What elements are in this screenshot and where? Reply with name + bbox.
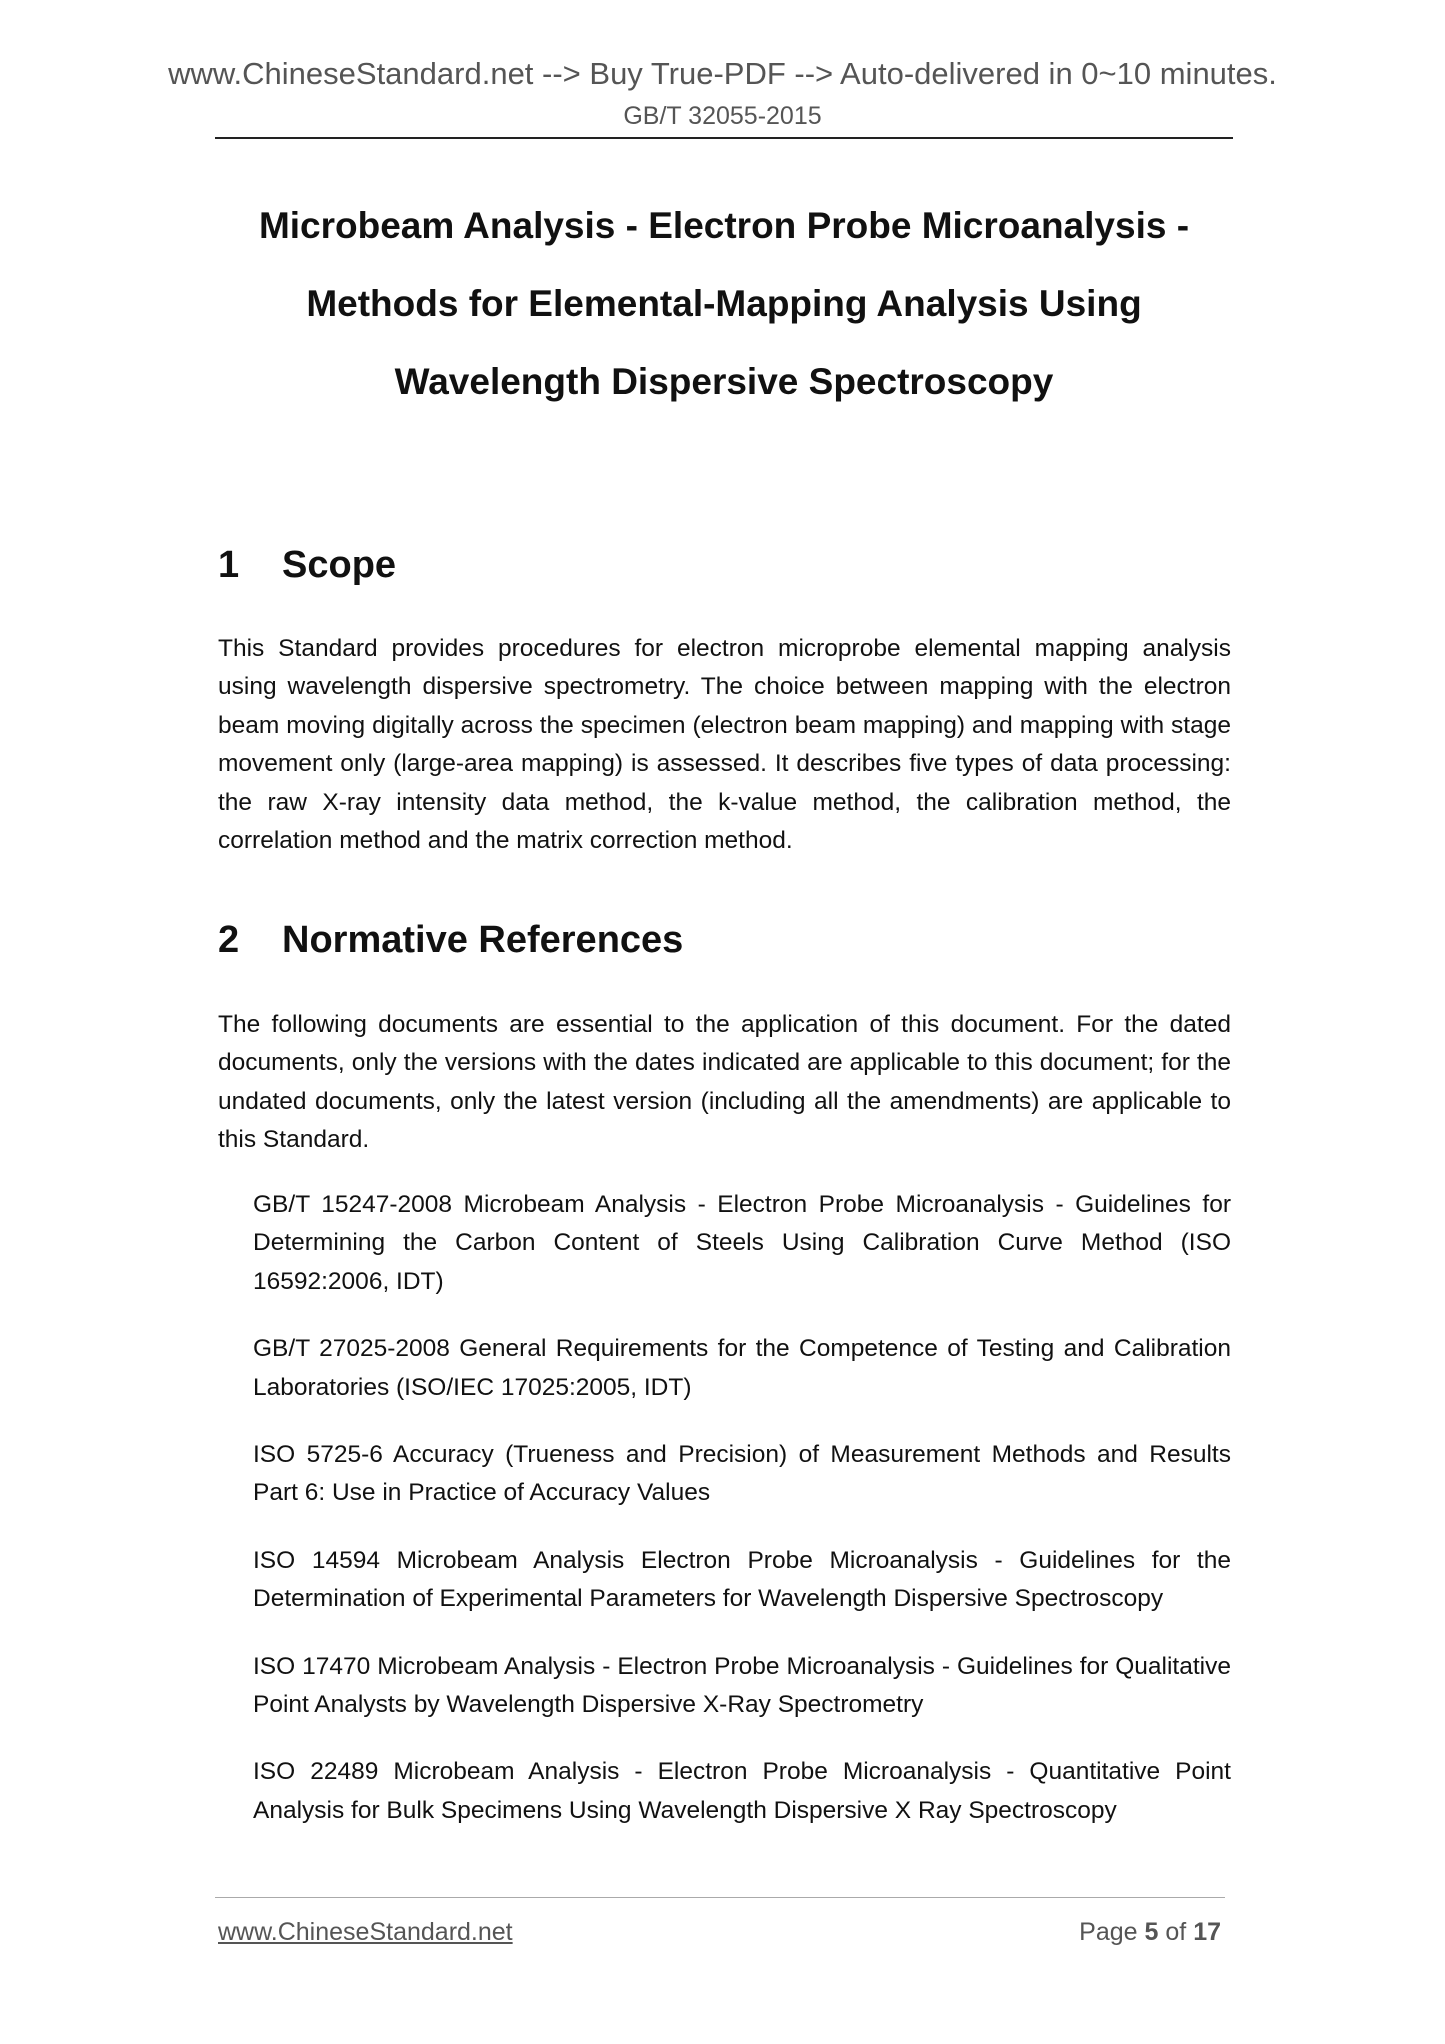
scope-paragraph: This Standard provides procedures for electron microprobe elemental mapping analysis using wavelength dispersive spectrometry. The choice between mapping with the electron beam moving digitally across the specimen (electron beam mapping) and mapping with stage movement only (large-area mapping) is assessed. It describes five types of data processing: the raw X-ray intensity data method, the k-value method, the calibration method, the correlation method and the matrix correction method.: [218, 635, 1231, 855]
page-total: 17: [1193, 1918, 1221, 1946]
reference-item: GB/T 27025-2008 General Requirements for the Competence of Testing and Calibration Laboratories (ISO/IEC 17025:2005, IDT): [253, 1335, 1231, 1401]
section-number: 1: [218, 544, 240, 586]
document-title: [215, 187, 1233, 421]
page-indicator: [1079, 1920, 1221, 1945]
section-title: Normative References: [282, 919, 684, 961]
reference-item: ISO 14594 Microbeam Analysis Electron Probe Microanalysis - Guidelines for the Determination of Experimental Parameters for Wavelength Dispersive Spectroscopy: [253, 1546, 1231, 1613]
title-line-2: Methods for Elemental-Mapping Analysis Using: [306, 283, 1142, 324]
reference-item: ISO 17470 Microbeam Analysis - Electron Probe Microanalysis - Guidelines for Qualitative Point Analysts by Wavelength Dispersive X-Ray Spectrometry: [253, 1652, 1231, 1719]
footer-divider: [215, 1897, 1225, 1898]
header-divider: [215, 137, 1233, 139]
header-standard-number: GB/T 32055-2015: [623, 102, 822, 130]
reference-item: ISO 5725-6 Accuracy (Trueness and Precision) of Measurement Methods and Results Part 6: Use in Practice of Accuracy Values: [253, 1441, 1231, 1507]
header-banner: www.ChineseStandard.net --> Buy True-PDF --> Auto-delivered in 0~10 minutes.: [168, 56, 1277, 91]
section-number: 2: [218, 919, 240, 961]
normative-references-paragraph: The following documents are essential to the application of this document. For the dated documents, only the versions with the dates indicated are applicable to this document; for the undated documents, only the latest version (including all the amendments) are applicable to this Standard.: [218, 1011, 1231, 1154]
title-line-1: Microbeam Analysis - Electron Probe Microanalysis -: [258, 205, 1190, 246]
section-title: Scope: [282, 544, 397, 586]
footer-site-link[interactable]: www.ChineseStandard.net: [218, 1918, 513, 1946]
section-heading-normative-references: [218, 921, 683, 959]
section-heading-scope: [218, 546, 396, 584]
page-current: 5: [1144, 1918, 1159, 1946]
reference-item: ISO 22489 Microbeam Analysis - Electron Probe Microanalysis - Quantitative Point Analysis for Bulk Specimens Using Wavelength Dispersive X Ray Spectroscopy: [253, 1758, 1231, 1824]
reference-item: GB/T 15247-2008 Microbeam Analysis - Electron Probe Microanalysis - Guidelines for Determining the Carbon Content of Steels Using Calibration Curve Method (ISO 16592:2006, IDT): [253, 1191, 1231, 1295]
page-of: of: [1165, 1918, 1187, 1946]
reference-list: [253, 1186, 1231, 1859]
title-line-3: Wavelength Dispersive Spectroscopy: [394, 361, 1054, 402]
page-prefix: Page: [1079, 1918, 1138, 1946]
